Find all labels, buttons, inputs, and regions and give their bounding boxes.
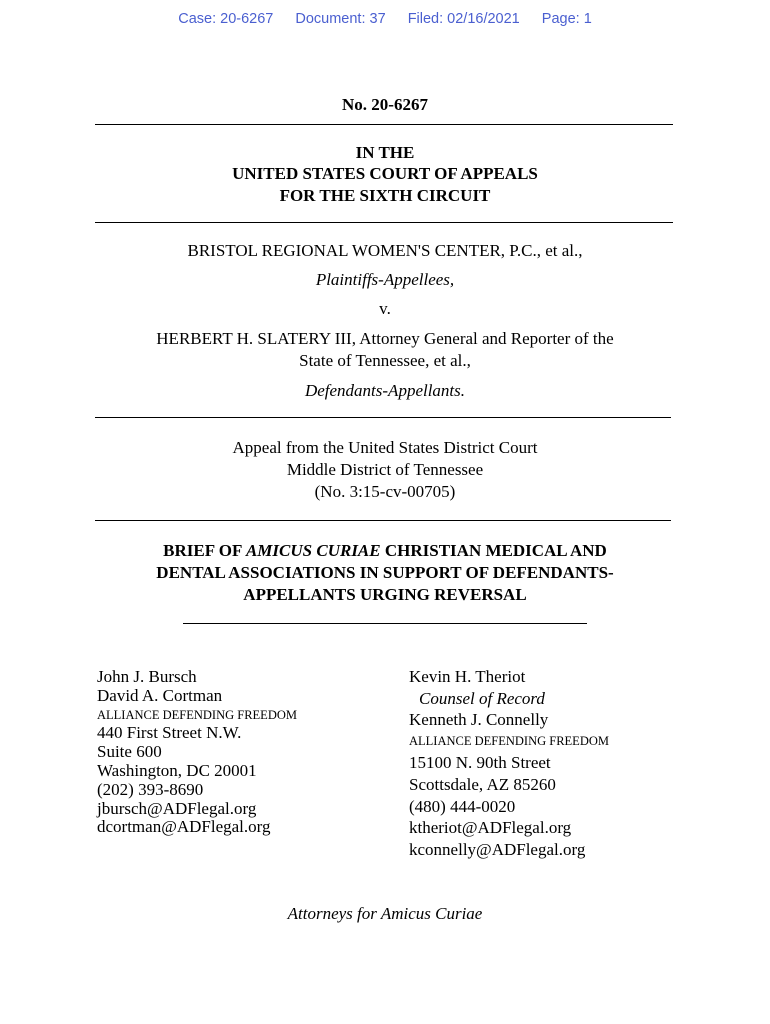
counsel-name: Kevin H. Theriot [409,667,526,686]
stamp-case: Case: 20-6267 [178,11,274,27]
brief-title [0,540,770,606]
counsel-name: Kenneth J. Connelly [409,710,549,730]
firm-name [409,731,609,753]
plaintiff-name: BRISTOL REGIONAL WOMEN'S CENTER, P.C., et al., [187,241,583,260]
email: dcortman@ADFlegal.org [97,817,271,837]
counsel-name: David A. Cortman [97,685,223,705]
defendant-name-line-1: HERBERT H. SLATERY III, Attorney General and Reporter of the [156,329,614,348]
firm-name-text: ALLIANCE DEFENDING FREEDOM [97,707,297,722]
counsel-role: Counsel of Record [419,688,545,708]
divider [183,623,587,624]
versus: v. [379,299,391,318]
divider [95,222,673,223]
counsel-name: John J. Bursch [97,667,197,686]
plaintiff-role: Plaintiffs-Appellees, [315,270,455,289]
court-line-3: FOR THE SIXTH CIRCUIT [279,186,491,205]
phone: (202) 393-8690 [97,779,204,799]
stamp-filed: Filed: 02/16/2021 [407,11,520,27]
appeal-line-3: (No. 3:15-cv-00705) [314,482,456,501]
counsel-left [97,668,297,837]
defendant-role: Defendants-Appellants. [304,381,466,400]
brief-title-amicus: AMICUS CURIAE [245,541,381,560]
firm-name-text: ALLIANCE DEFENDING FREEDOM [409,733,609,748]
court-line-1: IN THE [355,143,415,162]
email: jbursch@ADFlegal.org [97,798,257,818]
city-line: Scottsdale, AZ 85260 [409,774,556,794]
defendant-name-line-2: State of Tennessee, et al., [299,351,471,370]
address-line: 440 First Street N.W. [97,723,242,743]
brief-title-line-2: DENTAL ASSOCIATIONS IN SUPPORT OF DEFENDANTS- [156,563,614,582]
brief-title-line-3: APPELLANTS URGING REVERSAL [243,585,527,604]
appeal-line-1: Appeal from the United States District Court [232,438,538,457]
address-line: Suite 600 [97,742,162,762]
counsel-right [409,666,609,860]
brief-title-prefix: BRIEF OF [163,541,246,560]
court-line-2: UNITED STATES COURT OF APPEALS [232,164,538,183]
case-number: No. 20-6267 [342,95,428,114]
stamp-document: Document: 37 [295,11,386,27]
address-line: 15100 N. 90th Street [409,753,551,773]
brief-title-suffix: CHRISTIAN MEDICAL AND [380,541,607,560]
stamp-page: Page: 1 [541,11,592,27]
divider [95,520,671,521]
city-line: Washington, DC 20001 [97,760,257,780]
divider [95,417,671,418]
appeal-line-2: Middle District of Tennessee [286,460,484,479]
attorneys-footer: Attorneys for Amicus Curiae [287,904,483,923]
filing-stamp [0,11,770,27]
divider [95,124,673,125]
phone: (480) 444-0020 [409,796,516,816]
firm-name [97,706,297,725]
email: kconnelly@ADFlegal.org [409,839,586,859]
email: ktheriot@ADFlegal.org [409,818,572,838]
